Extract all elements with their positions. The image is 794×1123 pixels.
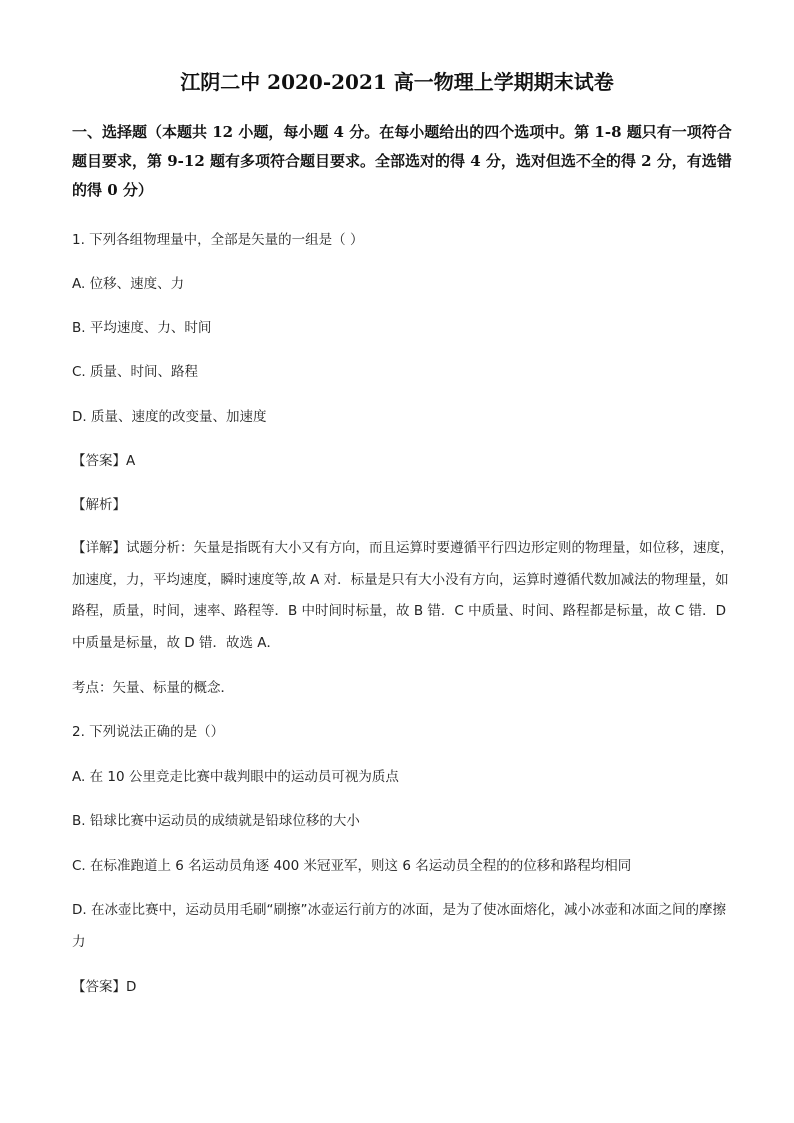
q1-detail-label: 【详解】 [72, 540, 126, 556]
q2-option-a: A. 在 10 公里竞走比赛中裁判眼中的运动员可视为质点 [72, 769, 399, 785]
q1-answer-value: A [126, 453, 136, 469]
page-title: 江阴二中 2020-2021 高一物理上学期期末试卷 [180, 70, 614, 94]
q1-option-a: A. 位移、速度、力 [72, 276, 185, 292]
q1-detail-text: 试题分析：矢量是指既有大小又有方向，而且运算时要遵循平行四边形定则的物理量，如位移，速度，加速度，力，平均速度，瞬时速度等,故 A 对．标量是只有大小没有方向，运算时遵循代数加减法的物理量，如路程，质量，时间，速率、路程等．B 中时间时标量，故 B 错．C 中质量、时间、路程都是标量，故 C 错．D 中质量是标量，故 D 错．故选 A． [72, 540, 734, 651]
q2-option-c: C. 在标准跑道上 6 名运动员角逐 400 米冠亚军，则这 6 名运动员全程的的位移和路程均相同 [72, 858, 632, 874]
section-header: 一、选择题（本题共 12 小题，每小题 4 分。在每小题给出的四个选项中。第 1-8 题只有一项符合题目要求，第 9-12 题有多项符合题目要求。全部选对的得 4 分，选对但选不全的得 2 分，有选错的得 0 分） [72, 123, 732, 199]
q2-option-d: D. 在冰壶比赛中，运动员用毛刷“刷擦”冰壶运行前方的冰面，是为了使冰面熔化，减小冰壶和冰面之间的摩擦力 [72, 902, 726, 950]
q1-answer-label: 【答案】 [72, 453, 126, 469]
q2-answer [72, 977, 742, 997]
q2-answer-label: 【答案】 [72, 979, 126, 995]
q2-answer-value: D [126, 979, 137, 995]
q2-stem: 2. 下列说法正确的是（） [72, 724, 225, 740]
q1-option-c: C. 质量、时间、路程 [72, 364, 199, 380]
q1-analysis-label: 【解析】 [72, 497, 126, 513]
q1-stem: 1. 下列各组物理量中，全部是矢量的一组是（ ） [72, 232, 364, 248]
q1-detail [72, 533, 734, 659]
q2-option-b: B. 铅球比赛中运动员的成绩就是铅球位移的大小 [72, 813, 360, 829]
q1-option-d: D. 质量、速度的改变量、加速度 [72, 409, 267, 425]
q1-answer [72, 451, 742, 471]
q1-kaodian: 考点：矢量、标量的概念． [72, 680, 234, 696]
q1-option-b: B. 平均速度、力、时间 [72, 320, 212, 336]
